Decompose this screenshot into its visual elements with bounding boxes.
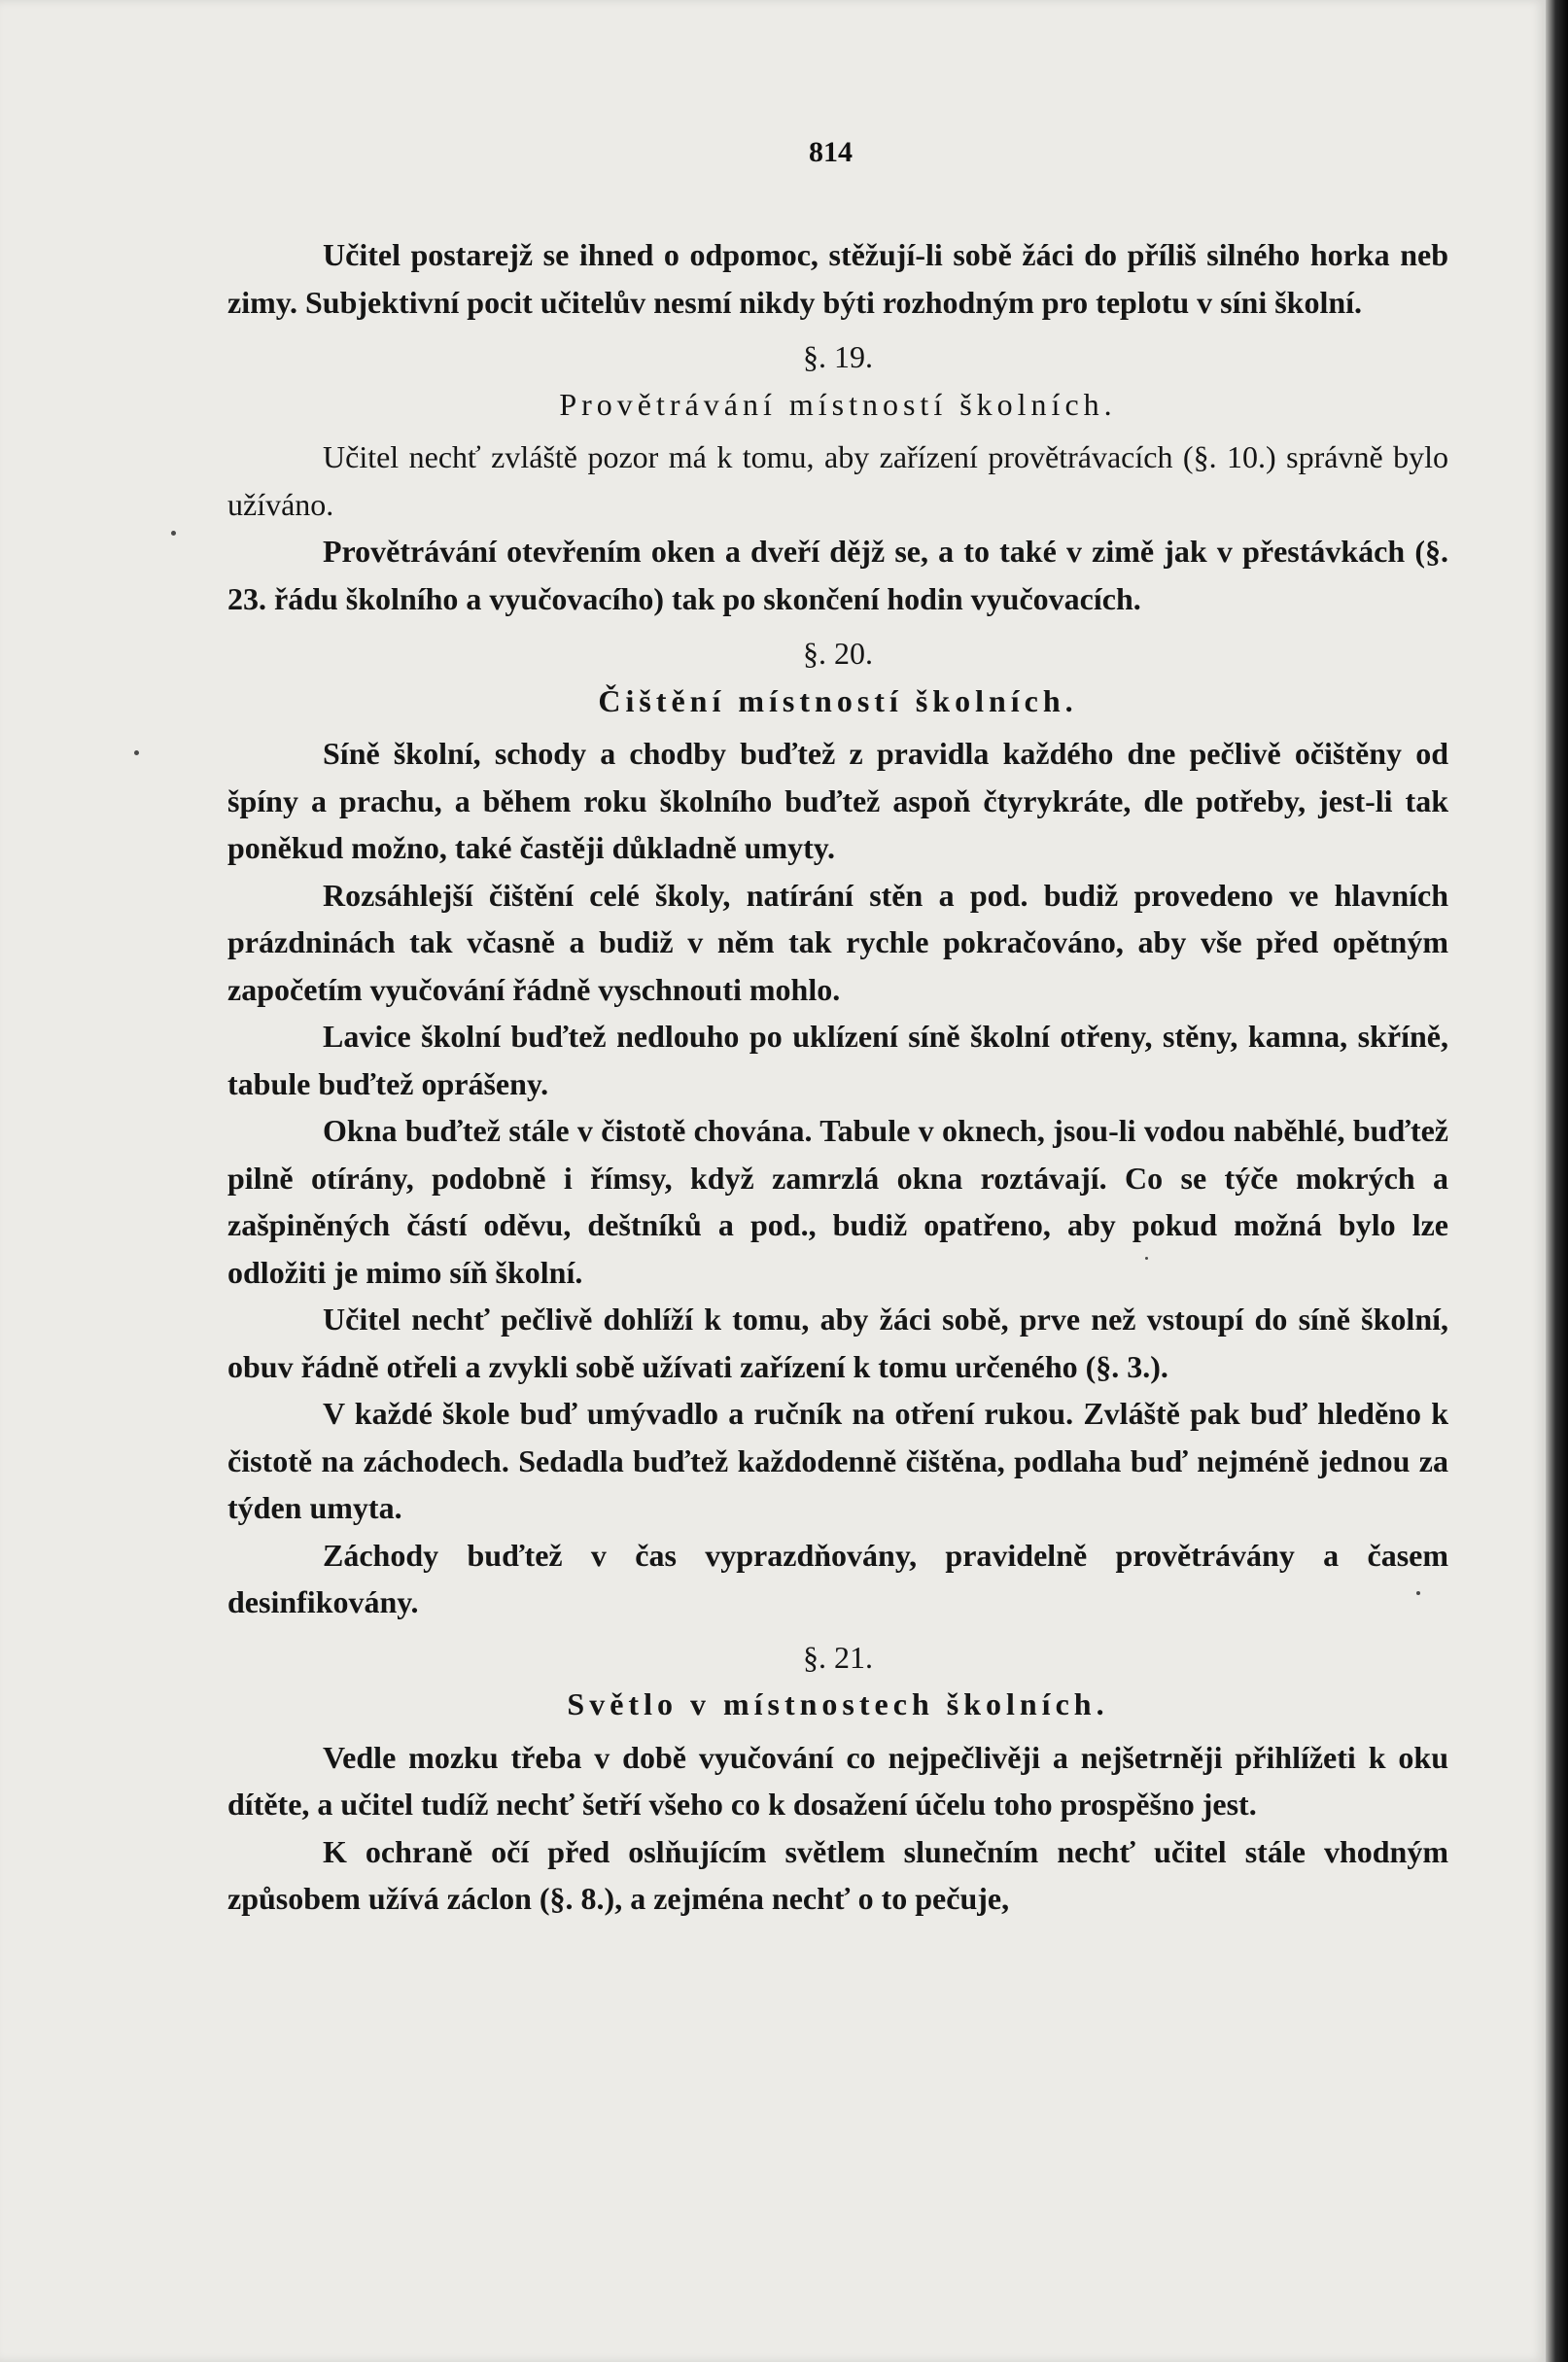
paragraph: Provětrávání otevřením oken a dveří dějž se, a to také v zimě jak v přestávkách (§. 23. řádu školního a vyučovacího) tak po skončení hodin vyučovacích. (227, 534, 1448, 616)
section-number: §. 20. (803, 636, 873, 671)
print-speck (171, 531, 176, 536)
paragraph: Okna buďtež stále v čistotě chována. Tabule v oknech, jsou-li vodou naběhlé, buďtež pilně otírány, podobně i římsy, když zamrzlá okna roztávají. Co se týče mokrých a zašpiněných částí oděvu, deštníků a pod., budiž opatřeno, aby pokud možná bylo lze odložiti je mimo síň školní. (227, 1113, 1448, 1290)
paragraph: V každé škole buď umývadlo a ručník na otření rukou. Zvláště pak buď hleděno k čistotě na záchodech. Sedadla buďtež každodenně čištěna, podlaha buď nejméně jednou za týden umyta. (227, 1396, 1448, 1525)
page-number: 814 (809, 136, 853, 168)
paragraph: Záchody buďtež v čas vyprazdňovány, pravidelně provětrávány a časem desinfikovány. (227, 1537, 1448, 1619)
paragraph: Síně školní, schody a chodby buďtež z pravidla každého dne pečlivě očištěny od špíny a prachu, a během roku školního buďtež aspoň čtyrykráte, dle potřeby, jest-li tak poněkud možno, také častěji důkladně umyty. (227, 736, 1448, 865)
paragraph: Učitel nechť zvláště pozor má k tomu, aby zařízení provětrávacích (§. 10.) správně bylo užíváno. (227, 439, 1448, 522)
section-heading: Provětrávání místností školních. (559, 386, 1117, 422)
section-20 (227, 630, 1448, 1626)
section-heading: Světlo v místnostech školních. (567, 1686, 1109, 1721)
section-number: §. 21. (803, 1639, 873, 1675)
page-edge-shadow (1546, 0, 1568, 2362)
print-speck (134, 750, 139, 755)
section-heading: Čištění místností školních. (598, 682, 1078, 718)
paragraph: Lavice školní buďtež nedlouho po uklízení síně školní otřeny, stěny, kamna, skříně, tabule buďtež oprášeny. (227, 1019, 1448, 1101)
page-body (227, 231, 1448, 1923)
paragraph: Vedle mozku třeba v době vyučování co nejpečlivěji a nejšetrněji přihlížeti k oku dítěte, a učitel tudíž nechť šetří všeho co k dosažení účelu toho prospěšno jest. (227, 1739, 1448, 1822)
paragraph: Učitel postarejž se ihned o odpomoc, stěžují-li sobě žáci do příliš silného horka neb zimy. Subjektivní pocit učitelův nesmí nikdy býti rozhodným pro teplotu v síni školní. (227, 237, 1448, 320)
paragraph: Rozsáhlejší čištění celé školy, natírání stěn a pod. budiž provedeno ve hlavních prázdninách tak včasně a budiž v něm tak rychle pokračováno, aby vše před opětným započetím vyučování řádně vyschnouti mohlo. (227, 877, 1448, 1007)
section-19 (227, 333, 1448, 622)
section-21 (227, 1634, 1448, 1923)
paragraph: K ochraně očí před oslňujícím světlem slunečním nechť učitel stále vhodným způsobem užívá záclon (§. 8.), a zejména nechť o to pečuje, (227, 1833, 1448, 1916)
paragraph: Učitel nechť pečlivě dohlíží k tomu, aby žáci sobě, prve než vstoupí do síně školní, obuv řádně otřeli a zvykli sobě užívati zařízení k tomu určeného (§. 3.). (227, 1302, 1448, 1384)
section-number: §. 19. (803, 339, 873, 374)
